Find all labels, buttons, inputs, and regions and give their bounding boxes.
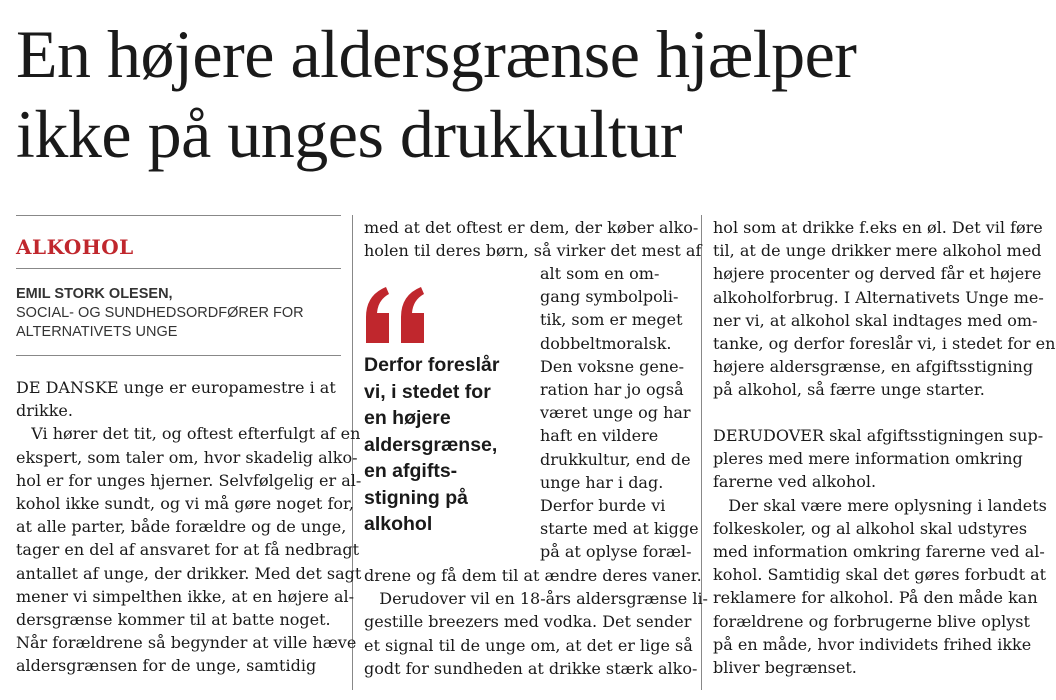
body-line: på at oplyse foræl- (540, 542, 692, 562)
section-label: ALKOHOL (16, 235, 134, 259)
body-line: haft en vildere (540, 426, 659, 446)
body-line: kohol ikke sundt, og vi må gøre noget for, (16, 493, 354, 513)
column-2-top (364, 218, 701, 264)
body-line: DE DANSKE unge er europamestre i at (16, 378, 336, 397)
body-line: at alle parter, både forældre og de unge, (16, 517, 347, 537)
pull-quote-line: vi, i stedet for (364, 380, 491, 403)
pull-quote-line: en højere (364, 407, 451, 429)
column-1 (16, 378, 361, 679)
body-line: folkeskoler, og al alkohol skal udstyres (713, 518, 1028, 538)
body-line: været unge og har (540, 403, 691, 423)
author-name: EMIL STORK OLESEN, (16, 286, 173, 302)
quote-mark-icon (362, 283, 432, 345)
body-line: tanke, og derfor foreslår vi, i stedet for en (713, 333, 1056, 353)
body-line: Derudover vil en 18-års aldersgrænse li- (364, 589, 708, 609)
body-line: ekspert, som taler om, hvor skadelig alko- (16, 447, 358, 467)
body-line: Den voksne gene- (540, 356, 685, 376)
pull-quote-line: alkohol (364, 513, 433, 535)
body-line: gang symbolpoli- (540, 287, 679, 307)
body-line: med information omkring farerne ved al- (713, 541, 1045, 561)
body-line: gestille breezers med vodka. Det sender (364, 612, 692, 632)
column-3-paragraph-1 (713, 218, 1055, 404)
body-line: ner vi, at alkohol skal indtages med om- (713, 310, 1038, 330)
body-line: til, at de unge drikker mere alkohol med (713, 241, 1042, 261)
body-line: godt for sundheden at drikke stærk alko- (364, 658, 698, 678)
body-line: dobbeltmoralsk. (540, 333, 672, 353)
body-line: drene og få dem til at ændre deres vaner. (364, 566, 702, 585)
body-line: tager en del af ansvaret for at få nedbragt (16, 540, 360, 560)
body-line: Vi hører det tit, og oftest efterfulgt af en (16, 424, 361, 444)
body-line: pleres med mere information omkring (713, 449, 1023, 469)
headline-line-2: ikke på unges drukkultur (16, 96, 682, 172)
column-2-narrow (540, 264, 699, 565)
pull-quote-line: aldersgrænse, (364, 433, 498, 456)
pull-quote-line: stigning på (364, 486, 468, 509)
body-line: forældrene og forbrugerne blive oplyst (713, 611, 1030, 631)
body-line: bliver begrænset. (713, 657, 857, 677)
column-3-paragraph-2 (713, 426, 1047, 681)
body-line: Når forældrene så begynder at ville hæve (16, 633, 357, 653)
body-line: holen til deres børn, så virker det mest af (364, 241, 702, 261)
pull-quote-line: en afgifts- (364, 460, 458, 482)
body-line: aldersgrænsen for de unge, samtidig (16, 656, 317, 676)
body-line: højere aldersgrænse, en afgiftsstigning (713, 357, 1034, 377)
body-line: drikke. (16, 401, 73, 421)
body-line: Der skal være mere oplysning i landets (713, 495, 1047, 515)
body-line: tik, som er meget (540, 310, 683, 330)
body-line: reklamere for alkohol. På den måde kan (713, 588, 1038, 608)
section-rule-top (16, 215, 341, 216)
body-line: drukkultur, end de (540, 449, 691, 469)
section-rule-middle (16, 268, 341, 269)
body-line: DERUDOVER skal afgiftsstigningen sup- (713, 426, 1044, 445)
body-line: mener vi simpelthen ikke, at en højere al- (16, 586, 355, 606)
headline (16, 14, 1046, 174)
body-line: farerne ved alkohol. (713, 472, 877, 492)
body-line: hol som at drikke f.eks en øl. Det vil føre (713, 218, 1043, 237)
body-line: ration har jo også (540, 379, 684, 399)
body-line: starte med at kigge (540, 519, 699, 539)
byline-rule-bottom (16, 355, 341, 356)
pull-quote (364, 352, 524, 538)
body-line: Derfor burde vi (540, 495, 666, 515)
body-line: med at det oftest er dem, der køber alko- (364, 218, 699, 237)
author-role-line-2: ALTERNATIVETS UNGE (16, 324, 178, 340)
body-line: alt som en om- (540, 264, 660, 283)
body-line: hol er for unges hjerner. Selvfølgelig er al- (16, 470, 362, 490)
body-line: unge har i dag. (540, 472, 664, 492)
author-byline (16, 285, 341, 342)
body-line: dersgrænse kommer til at batte noget. (16, 609, 331, 629)
body-line: alkoholforbrug. I Alternativets Unge me- (713, 287, 1044, 307)
author-role-line-1: SOCIAL- OG SUNDHEDSORDFØRER FOR (16, 305, 304, 321)
body-line: på en måde, hvor individets frihed ikke (713, 634, 1032, 654)
pull-quote-line: Derfor foreslår (364, 354, 500, 376)
body-line: antallet af unge, der drikker. Med det sagt (16, 563, 362, 583)
column-2-bottom (364, 566, 708, 682)
body-line: højere procenter og derved får et højere (713, 264, 1042, 284)
body-line: på alkohol, så færre unge starter. (713, 380, 985, 400)
body-line: et signal til de unge om, at det er lige så (364, 635, 693, 655)
body-line: kohol. Samtidig skal det gøres forbudt at (713, 565, 1047, 585)
headline-line-1: En højere aldersgrænse hjælper (16, 16, 857, 92)
